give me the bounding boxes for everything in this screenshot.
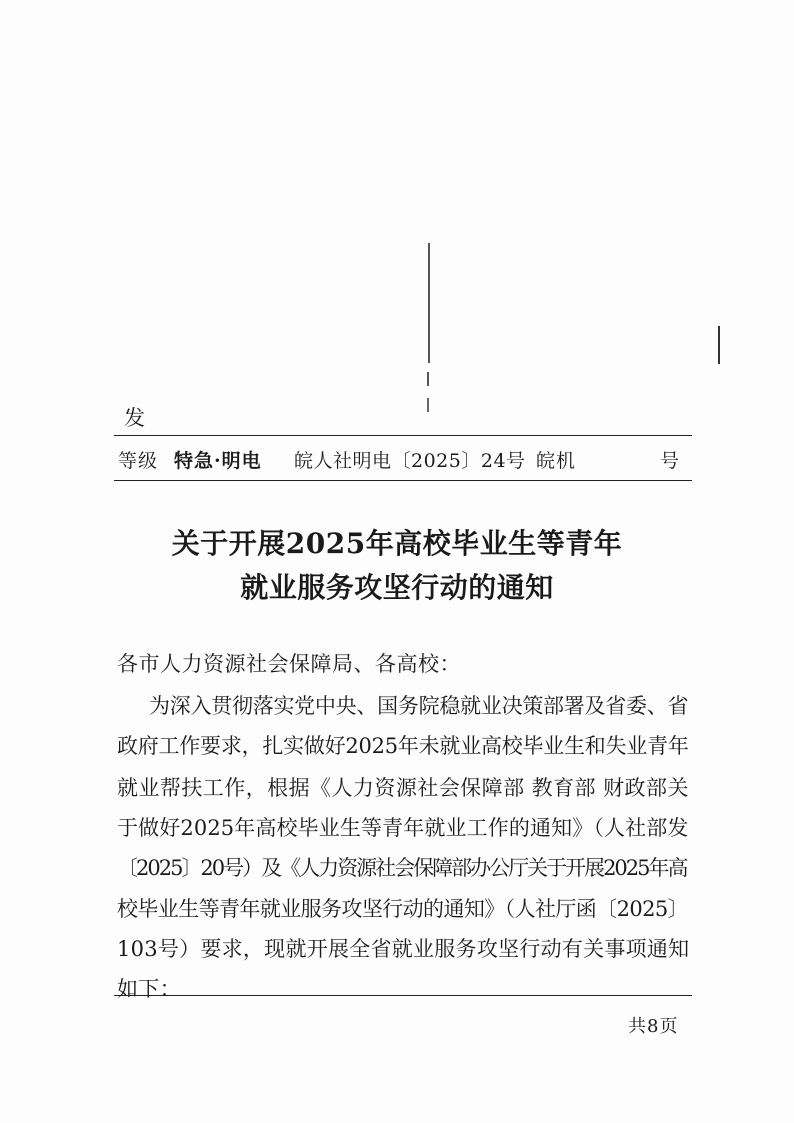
- grade-label: 等级: [118, 450, 159, 472]
- scan-artifact: [428, 243, 430, 363]
- body-line: 就业帮扶工作，根据《人力资源社会保障部 教育部 财政部关: [117, 776, 689, 800]
- body-line: 政府工作要求，扎实做好2025年未就业高校毕业生和失业青年: [117, 734, 689, 758]
- document-title-line-2: 就业服务攻坚行动的通知: [240, 571, 554, 604]
- header-top-rule: [114, 435, 692, 436]
- body-line: 为深入贯彻落实党中央、国务院稳就业决策部署及省委、省: [149, 694, 689, 718]
- body-line: 103号）要求，现就开展全省就业服务攻坚行动有关事项通知: [117, 937, 690, 961]
- machine-label: 皖机: [536, 450, 577, 472]
- footer-rule: [114, 995, 692, 996]
- document-title-line-1: 关于开展2025年高校毕业生等青年: [171, 527, 623, 560]
- body-line: 〔2025〕20号）及《人力资源社会保障部办公厅关于开展2025年高: [117, 856, 687, 880]
- body-line: 于做好2025年高校毕业生等青年就业工作的通知》（人社部发: [117, 816, 689, 840]
- header-bottom-rule: [114, 480, 692, 481]
- urgency-level: 特急·明电: [174, 450, 262, 472]
- page-count: 共8页: [628, 1016, 679, 1037]
- scan-artifact: [427, 372, 429, 386]
- scan-artifact: [718, 326, 720, 364]
- telegram-header: [118, 446, 688, 474]
- number-label: 号: [660, 450, 680, 472]
- body-line: 校毕业生等青年就业服务攻坚行动的通知》（人社厅函〔2025〕: [117, 897, 689, 921]
- document-number: 皖人社明电〔2025〕24号: [294, 450, 526, 472]
- issuer-label: 发: [124, 406, 147, 430]
- salutation: 各市人力资源社会保障局、各高校：: [117, 652, 461, 676]
- scan-artifact: [427, 398, 429, 412]
- body-line: 如下：: [117, 977, 181, 1001]
